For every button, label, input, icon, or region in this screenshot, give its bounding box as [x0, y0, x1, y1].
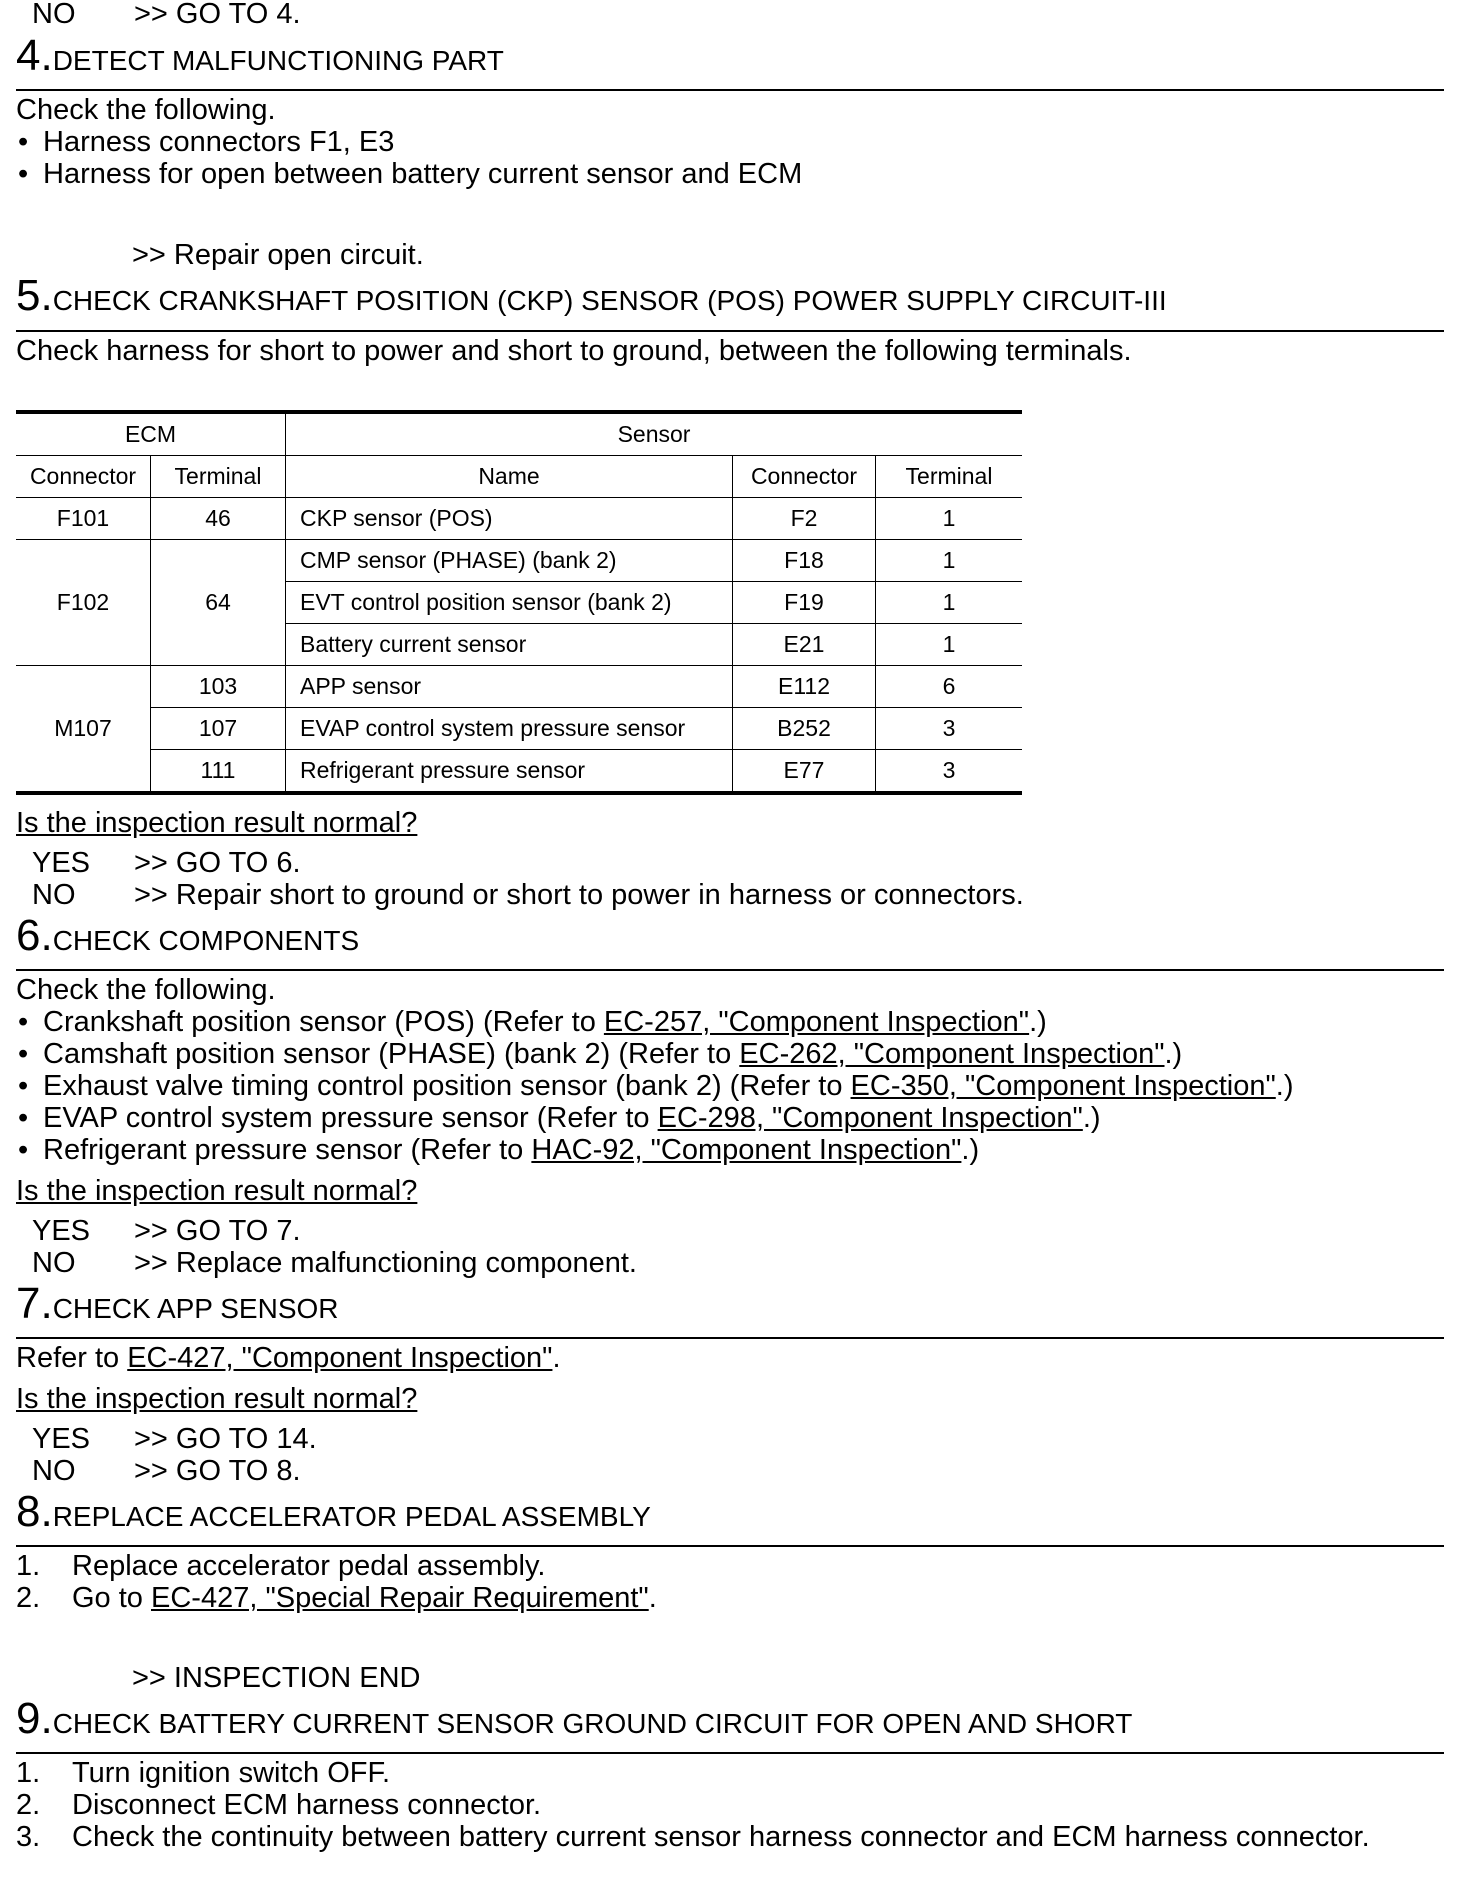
- reference-link[interactable]: EC-350, "Component Inspection": [850, 1070, 1276, 1102]
- ecm-connector-cell: M107: [16, 666, 151, 794]
- ecm-terminal-cell: 46: [151, 498, 286, 540]
- table-row: [16, 750, 1022, 794]
- table-group-header: Sensor: [286, 412, 1023, 456]
- ecm-connector-cell: F101: [16, 498, 151, 540]
- column-header: Connector: [16, 456, 151, 498]
- table-header-row: [16, 456, 1022, 498]
- step-8-heading: 8.REPLACE ACCELERATOR PEDAL ASSEMBLY: [16, 1487, 651, 1536]
- terminal-table: [16, 410, 1022, 795]
- sensor-connector-cell: F19: [733, 582, 876, 624]
- column-header: Terminal: [151, 456, 286, 498]
- table-row: [16, 498, 1022, 540]
- sensor-terminal-cell: 3: [876, 708, 1023, 750]
- answer-no: NO >> GO TO 4.: [32, 0, 301, 30]
- ecm-terminal-cell: 103: [151, 666, 286, 708]
- answer-no: NO >> GO TO 8.: [32, 1455, 301, 1487]
- step-6-heading: 6.CHECK COMPONENTS: [16, 911, 360, 960]
- sensor-name-cell: EVT control position sensor (bank 2): [286, 582, 733, 624]
- reference-link[interactable]: EC-262, "Component Inspection": [739, 1038, 1165, 1070]
- step-8-result: >> INSPECTION END: [132, 1662, 421, 1694]
- numbered-item: 2. Go to EC-427, "Special Repair Requirement".: [16, 1582, 657, 1614]
- sensor-name-cell: CKP sensor (POS): [286, 498, 733, 540]
- sensor-terminal-cell: 1: [876, 582, 1023, 624]
- step-5-heading: 5.CHECK CRANKSHAFT POSITION (CKP) SENSOR (POS) POWER SUPPLY CIRCUIT-III: [16, 271, 1167, 320]
- sensor-connector-cell: F18: [733, 540, 876, 582]
- column-header: Terminal: [876, 456, 1023, 498]
- sensor-name-cell: CMP sensor (PHASE) (bank 2): [286, 540, 733, 582]
- sensor-terminal-cell: 1: [876, 624, 1023, 666]
- column-header: Name: [286, 456, 733, 498]
- bullet-item: • Exhaust valve timing control position sensor (bank 2) (Refer to EC-350, "Component Inspection".): [18, 1070, 1294, 1102]
- numbered-item: 2. Disconnect ECM harness connector.: [16, 1789, 542, 1821]
- reference-link[interactable]: EC-257, "Component Inspection": [603, 1006, 1030, 1038]
- sensor-connector-cell: B252: [733, 708, 876, 750]
- sensor-name-cell: APP sensor: [286, 666, 733, 708]
- sensor-terminal-cell: 3: [876, 750, 1023, 794]
- step-7-heading: 7.CHECK APP SENSOR: [16, 1279, 339, 1328]
- sensor-terminal-cell: 6: [876, 666, 1023, 708]
- bullet-item: • EVAP control system pressure sensor (Refer to EC-298, "Component Inspection".): [18, 1102, 1101, 1134]
- step-5-intro: Check harness for short to power and short to ground, between the following terminals.: [16, 335, 1132, 367]
- inspection-question: Is the inspection result normal?: [16, 1383, 418, 1415]
- bullet-item: • Camshaft position sensor (PHASE) (bank 2) (Refer to EC-262, "Component Inspection".): [18, 1038, 1183, 1070]
- divider: [16, 1545, 1444, 1547]
- bullet-item: • Refrigerant pressure sensor (Refer to HAC-92, "Component Inspection".): [18, 1134, 980, 1166]
- table-row: [16, 708, 1022, 750]
- step-7-intro: Refer to EC-427, "Component Inspection".: [16, 1342, 561, 1374]
- table-row: [16, 666, 1022, 708]
- inspection-question: Is the inspection result normal?: [16, 1175, 418, 1207]
- ecm-terminal-cell: 111: [151, 750, 286, 794]
- sensor-terminal-cell: 1: [876, 498, 1023, 540]
- answer-no: NO >> Repair short to ground or short to power in harness or connectors.: [32, 879, 1024, 911]
- sensor-name-cell: Refrigerant pressure sensor: [286, 750, 733, 794]
- numbered-item: 1. Replace accelerator pedal assembly.: [16, 1550, 546, 1582]
- divider: [16, 969, 1444, 971]
- answer-yes: YES >> GO TO 14.: [32, 1423, 317, 1455]
- sensor-connector-cell: E21: [733, 624, 876, 666]
- bullet-item: • Harness for open between battery current sensor and ECM: [18, 158, 803, 190]
- divider: [16, 89, 1444, 91]
- sensor-connector-cell: E77: [733, 750, 876, 794]
- reference-link[interactable]: EC-427, "Special Repair Requirement": [151, 1582, 649, 1614]
- sensor-name-cell: Battery current sensor: [286, 624, 733, 666]
- reference-link[interactable]: HAC-92, "Component Inspection": [531, 1134, 962, 1166]
- bullet-item: • Harness connectors F1, E3: [18, 126, 395, 158]
- ecm-terminal-cell: 107: [151, 708, 286, 750]
- divider: [16, 330, 1444, 332]
- step-4-result: >> Repair open circuit.: [132, 239, 424, 271]
- answer-no: NO >> Replace malfunctioning component.: [32, 1247, 637, 1279]
- step-9-heading: 9.CHECK BATTERY CURRENT SENSOR GROUND CIRCUIT FOR OPEN AND SHORT: [16, 1694, 1133, 1743]
- sensor-connector-cell: F2: [733, 498, 876, 540]
- ecm-terminal-cell: 64: [151, 540, 286, 666]
- divider: [16, 1337, 1444, 1339]
- step-4-intro: Check the following.: [16, 94, 276, 126]
- divider: [16, 1752, 1444, 1754]
- reference-link[interactable]: EC-427, "Component Inspection": [127, 1342, 553, 1374]
- numbered-item: 3. Check the continuity between battery current sensor harness connector and ECM harness connector.: [16, 1821, 1370, 1853]
- numbered-item: 1. Turn ignition switch OFF.: [16, 1757, 391, 1789]
- ecm-connector-cell: F102: [16, 540, 151, 666]
- answer-yes: YES >> GO TO 7.: [32, 1215, 301, 1247]
- answer-yes: YES >> GO TO 6.: [32, 847, 301, 879]
- table-row: [16, 540, 1022, 582]
- step-4-heading: 4.DETECT MALFUNCTIONING PART: [16, 31, 504, 80]
- sensor-terminal-cell: 1: [876, 540, 1023, 582]
- column-header: Connector: [733, 456, 876, 498]
- reference-link[interactable]: EC-298, "Component Inspection": [657, 1102, 1083, 1134]
- inspection-question: Is the inspection result normal?: [16, 807, 418, 839]
- step-6-intro: Check the following.: [16, 974, 276, 1006]
- sensor-name-cell: EVAP control system pressure sensor: [286, 708, 733, 750]
- table-group-header-row: [16, 412, 1022, 456]
- bullet-item: • Crankshaft position sensor (POS) (Refer to EC-257, "Component Inspection".): [18, 1006, 1047, 1038]
- sensor-connector-cell: E112: [733, 666, 876, 708]
- table-group-header: ECM: [16, 412, 286, 456]
